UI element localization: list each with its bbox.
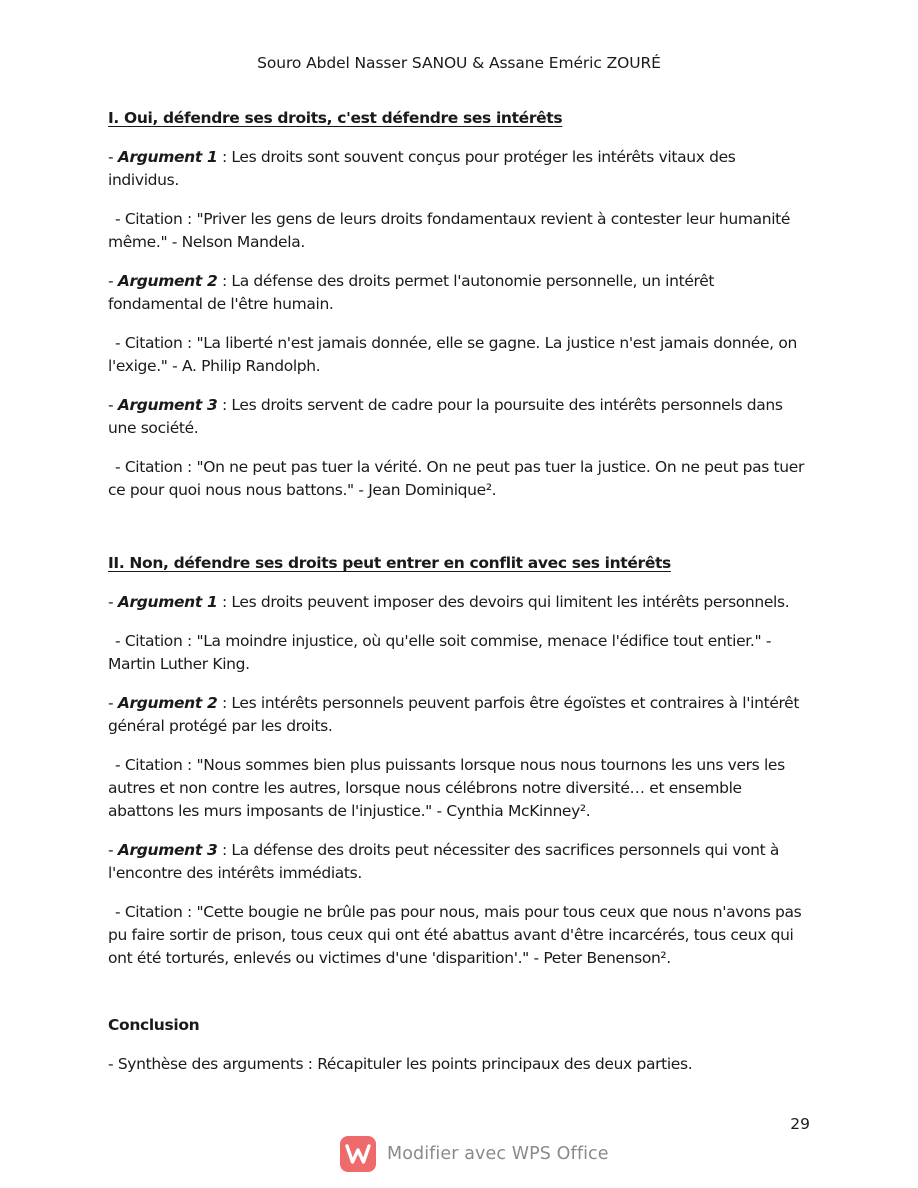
argument-label: Argument 2 xyxy=(117,694,218,712)
wps-edit-label[interactable]: Modifier avec WPS Office xyxy=(387,1144,609,1164)
section1-citation-1: - Citation : "Priver les gens de leurs droits fondamentaux revient à contester leur humanité même." - Nelson Mandela. xyxy=(108,210,791,251)
wps-edit-button[interactable] xyxy=(340,1136,609,1172)
section-spacer xyxy=(108,518,810,552)
section2-citation-2: - Citation : "Nous sommes bien plus puissants lorsque nous nous tournons les uns vers les autres et non contre les autres, lorsque nous célébrons notre diversité… et ensemble abattons les murs imposants de l'injustice." - Cynthia McKinney². xyxy=(108,756,785,820)
section2-title: II. Non, défendre ses droits peut entrer en conflit avec ses intérêts xyxy=(108,554,671,572)
argument-label: Argument 3 xyxy=(117,841,218,859)
section2-argument-1: - Argument 1 : Les droits peuvent imposer des devoirs qui limitent les intérêts personnels. xyxy=(108,593,790,611)
argument-label: Argument 1 xyxy=(117,593,218,611)
section2-citation-3: - Citation : "Cette bougie ne brûle pas pour nous, mais pour tous ceux que nous n'avons pas pu faire sortir de prison, tous ceux qui ont été abattus avant d'être incarcérés, tous ceux qui ont été torturés, enlevés ou victimes d'une 'disparition'." - Peter Benenson². xyxy=(108,903,802,967)
section2-argument-2: - Argument 2 : Les intérêts personnels peuvent parfois être égoïstes et contraires à l'intérêt général protégé par les droits. xyxy=(108,694,800,735)
argument-label: Argument 2 xyxy=(117,272,218,290)
section1-argument-3: - Argument 3 : Les droits servent de cadre pour la poursuite des intérêts personnels dans une société. xyxy=(108,396,783,437)
section1-citation-3: - Citation : "On ne peut pas tuer la vérité. On ne peut pas tuer la justice. On ne peut pas tuer ce pour quoi nous nous battons." - Jean Dominique². xyxy=(108,458,804,499)
section1-citation-2: - Citation : "La liberté n'est jamais donnée, elle se gagne. La justice n'est jamais donnée, on l'exige." - A. Philip Randolph. xyxy=(108,334,797,375)
argument-label: Argument 3 xyxy=(117,396,218,414)
section2-citation-1: - Citation : "La moindre injustice, où qu'elle soit commise, menace l'édifice tout entier." - Martin Luther King. xyxy=(108,632,772,673)
section2-argument-3: - Argument 3 : La défense des droits peut nécessiter des sacrifices personnels qui vont à l'encontre des intérêts immédiats. xyxy=(108,841,780,882)
section1-title: I. Oui, défendre ses droits, c'est défendre ses intérêts xyxy=(108,109,563,127)
section1-argument-2: - Argument 2 : La défense des droits permet l'autonomie personnelle, un intérêt fondamental de l'être humain. xyxy=(108,272,715,313)
document-body xyxy=(108,107,810,1092)
conclusion-title: Conclusion xyxy=(108,1016,200,1034)
page-header-authors: Souro Abdel Nasser SANOU & Assane Eméric ZOURÉ xyxy=(257,54,661,72)
argument-label: Argument 1 xyxy=(117,148,218,166)
section1-argument-1: - Argument 1 : Les droits sont souvent conçus pour protéger les intérêts vitaux des individus. xyxy=(108,148,736,189)
wps-office-logo-icon xyxy=(340,1136,376,1172)
conclusion-text: - Synthèse des arguments : Récapituler les points principaux des deux parties. xyxy=(108,1055,693,1073)
section-spacer xyxy=(108,986,810,1014)
page-number: 29 xyxy=(790,1115,810,1133)
